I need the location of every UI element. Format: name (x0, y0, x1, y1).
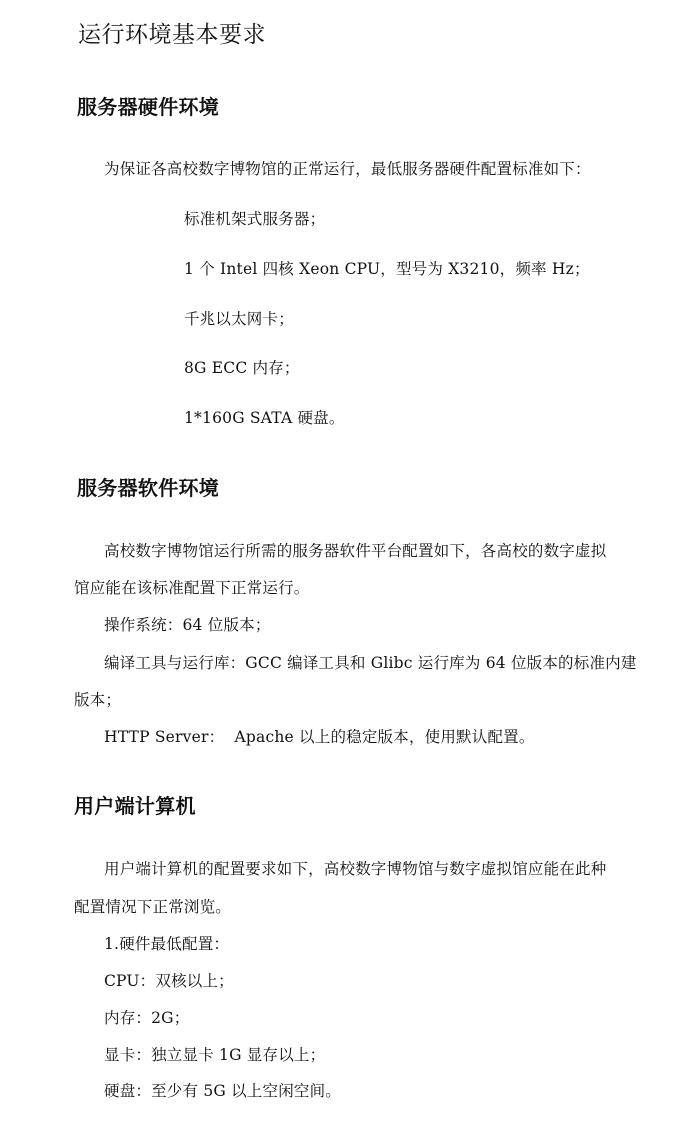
software-os: 操作系统：64 位版本； (104, 616, 271, 634)
client-hardware-subheading: 1.硬件最低配置： (104, 935, 230, 953)
client-item-graphics: 显卡：独立显卡 1G 显存以上； (104, 1046, 326, 1064)
client-item-disk: 硬盘：至少有 5G 以上空闲空间。 (104, 1082, 341, 1100)
section-heading-software: 服务器软件环境 (77, 476, 220, 500)
section-heading-client: 用户端计算机 (74, 794, 196, 818)
software-compiler-line-2: 版本； (74, 691, 122, 709)
software-compiler-line-1: 编译工具与运行库：GCC 编译工具和 Glibc 运行库为 64 位版本的标准内建 (104, 654, 637, 672)
client-item-cpu: CPU：双核以上； (104, 972, 234, 990)
software-para-line-2: 馆应能在该标准配置下正常运行。 (74, 579, 310, 597)
hardware-item-memory: 8G ECC 内存； (184, 359, 300, 377)
hardware-item-cpu: 1 个 Intel 四核 Xeon CPU，型号为 X3210，频率 Hz； (184, 260, 590, 278)
client-item-memory: 内存：2G； (104, 1009, 190, 1027)
hardware-item-nic: 千兆以太网卡； (184, 310, 294, 328)
hardware-intro: 为保证各高校数字博物馆的正常运行，最低服务器硬件配置标准如下： (104, 160, 591, 178)
software-http-server: HTTP Server： Apache 以上的稳定版本，使用默认配置。 (104, 728, 535, 746)
document-title: 运行环境基本要求 (78, 22, 266, 48)
hardware-item-rack-server: 标准机架式服务器； (184, 210, 326, 228)
section-heading-hardware: 服务器硬件环境 (77, 95, 220, 119)
client-para-line-2: 配置情况下正常浏览。 (74, 898, 232, 916)
hardware-item-disk: 1*160G SATA 硬盘。 (184, 409, 345, 427)
software-para-line-1: 高校数字博物馆运行所需的服务器软件平台配置如下，各高校的数字虚拟 (104, 542, 607, 560)
client-para-line-1: 用户端计算机的配置要求如下，高校数字博物馆与数字虚拟馆应能在此种 (104, 860, 607, 878)
